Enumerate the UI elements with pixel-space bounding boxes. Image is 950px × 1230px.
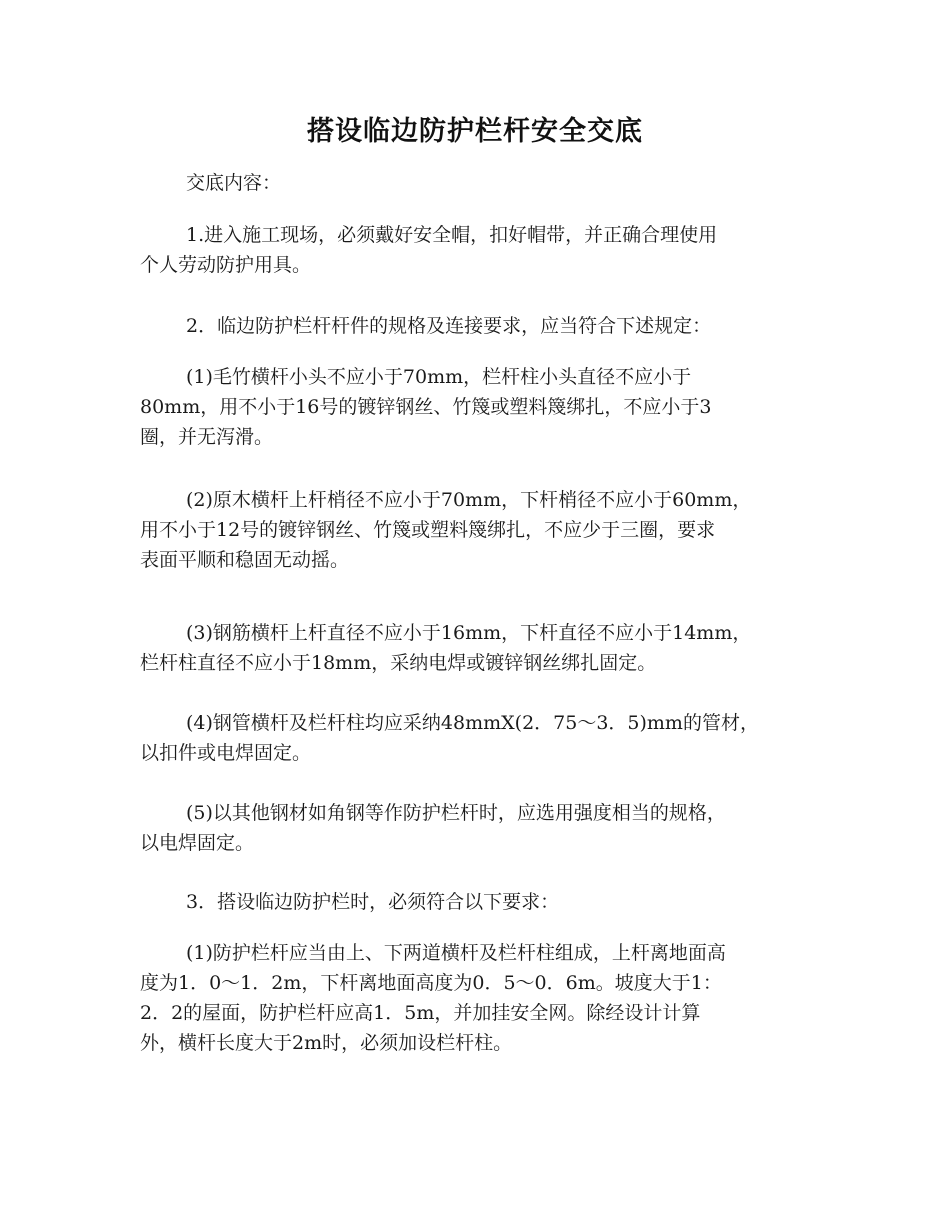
- intro-paragraph: [140, 168, 808, 198]
- paragraph-line: (5)以其他钢材如角钢等作防护栏杆时，应选用强度相当的规格，: [186, 802, 726, 824]
- paragraph-line: 圈，并无泻滑。: [140, 426, 274, 448]
- paragraph-item-2-3: [140, 618, 808, 678]
- paragraph-line: 1.进入施工现场，必须戴好安全帽，扣好帽带，并正确合理使用: [186, 224, 718, 246]
- paragraph-line: 以电焊固定。: [140, 832, 255, 854]
- paragraph-line: 个人劳动防护用具。: [140, 254, 312, 276]
- paragraph-line: 表面平顺和稳固无动摇。: [140, 549, 350, 571]
- paragraph-line: 度为1．0～1．2m，下杆离地面高度为0．5～0．6m。坡度大于1：: [140, 972, 722, 994]
- paragraph-item-2-5: [140, 798, 808, 858]
- paragraph-line: (4)钢管横杆及栏杆柱均应采纳48mmX(2．75～3．5)mm的管材，: [186, 712, 759, 734]
- intro-text: 交底内容：: [186, 172, 282, 194]
- document-title: 搭设临边防护栏杆安全交底: [307, 116, 643, 147]
- paragraph-line: 2．2的屋面，防护栏杆应高1．5m，并加挂安全网。除经设计计算: [140, 1002, 701, 1024]
- paragraph-line: (1)防护栏杆应当由上、下两道横杆及栏杆柱组成，上杆离地面高: [186, 942, 726, 964]
- paragraph-line: 栏杆柱直径不应小于18mm，采纳电焊或镀锌钢丝绑扎固定。: [140, 652, 657, 674]
- paragraph-line: 外，横杆长度大于2m时，必须加设栏杆柱。: [140, 1032, 513, 1054]
- paragraph-item-1: [140, 220, 808, 280]
- paragraph-line: 3．搭设临边防护栏时，必须符合以下要求：: [186, 891, 560, 913]
- paragraph-item-2-4: [140, 708, 808, 768]
- paragraph-line: (3)钢筋横杆上杆直径不应小于16mm，下杆直径不应小于14mm，: [186, 622, 752, 644]
- paragraph-item-2-1: [140, 362, 808, 452]
- paragraph-item-3-1: [140, 938, 808, 1058]
- paragraph-line: 以扣件或电焊固定。: [140, 742, 312, 764]
- paragraph-line: (1)毛竹横杆小头不应小于70mm，栏杆柱小头直径不应小于: [186, 366, 692, 388]
- paragraph-item-3: [140, 887, 808, 917]
- paragraph-line: 用不小于12号的镀锌钢丝、竹篾或塑料篾绑扎，不应少于三圈，要求: [140, 519, 716, 541]
- paragraph-item-2: [140, 311, 808, 341]
- paragraph-line: (2)原木横杆上杆梢径不应小于70mm，下杆梢径不应小于60mm，: [186, 489, 752, 511]
- paragraph-line: 2．临边防护栏杆杆件的规格及连接要求，应当符合下述规定：: [186, 315, 712, 337]
- paragraph-line: 80mm，用不小于16号的镀锌钢丝、竹篾或塑料篾绑扎，不应小于3: [140, 396, 712, 418]
- paragraph-item-2-2: [140, 485, 808, 575]
